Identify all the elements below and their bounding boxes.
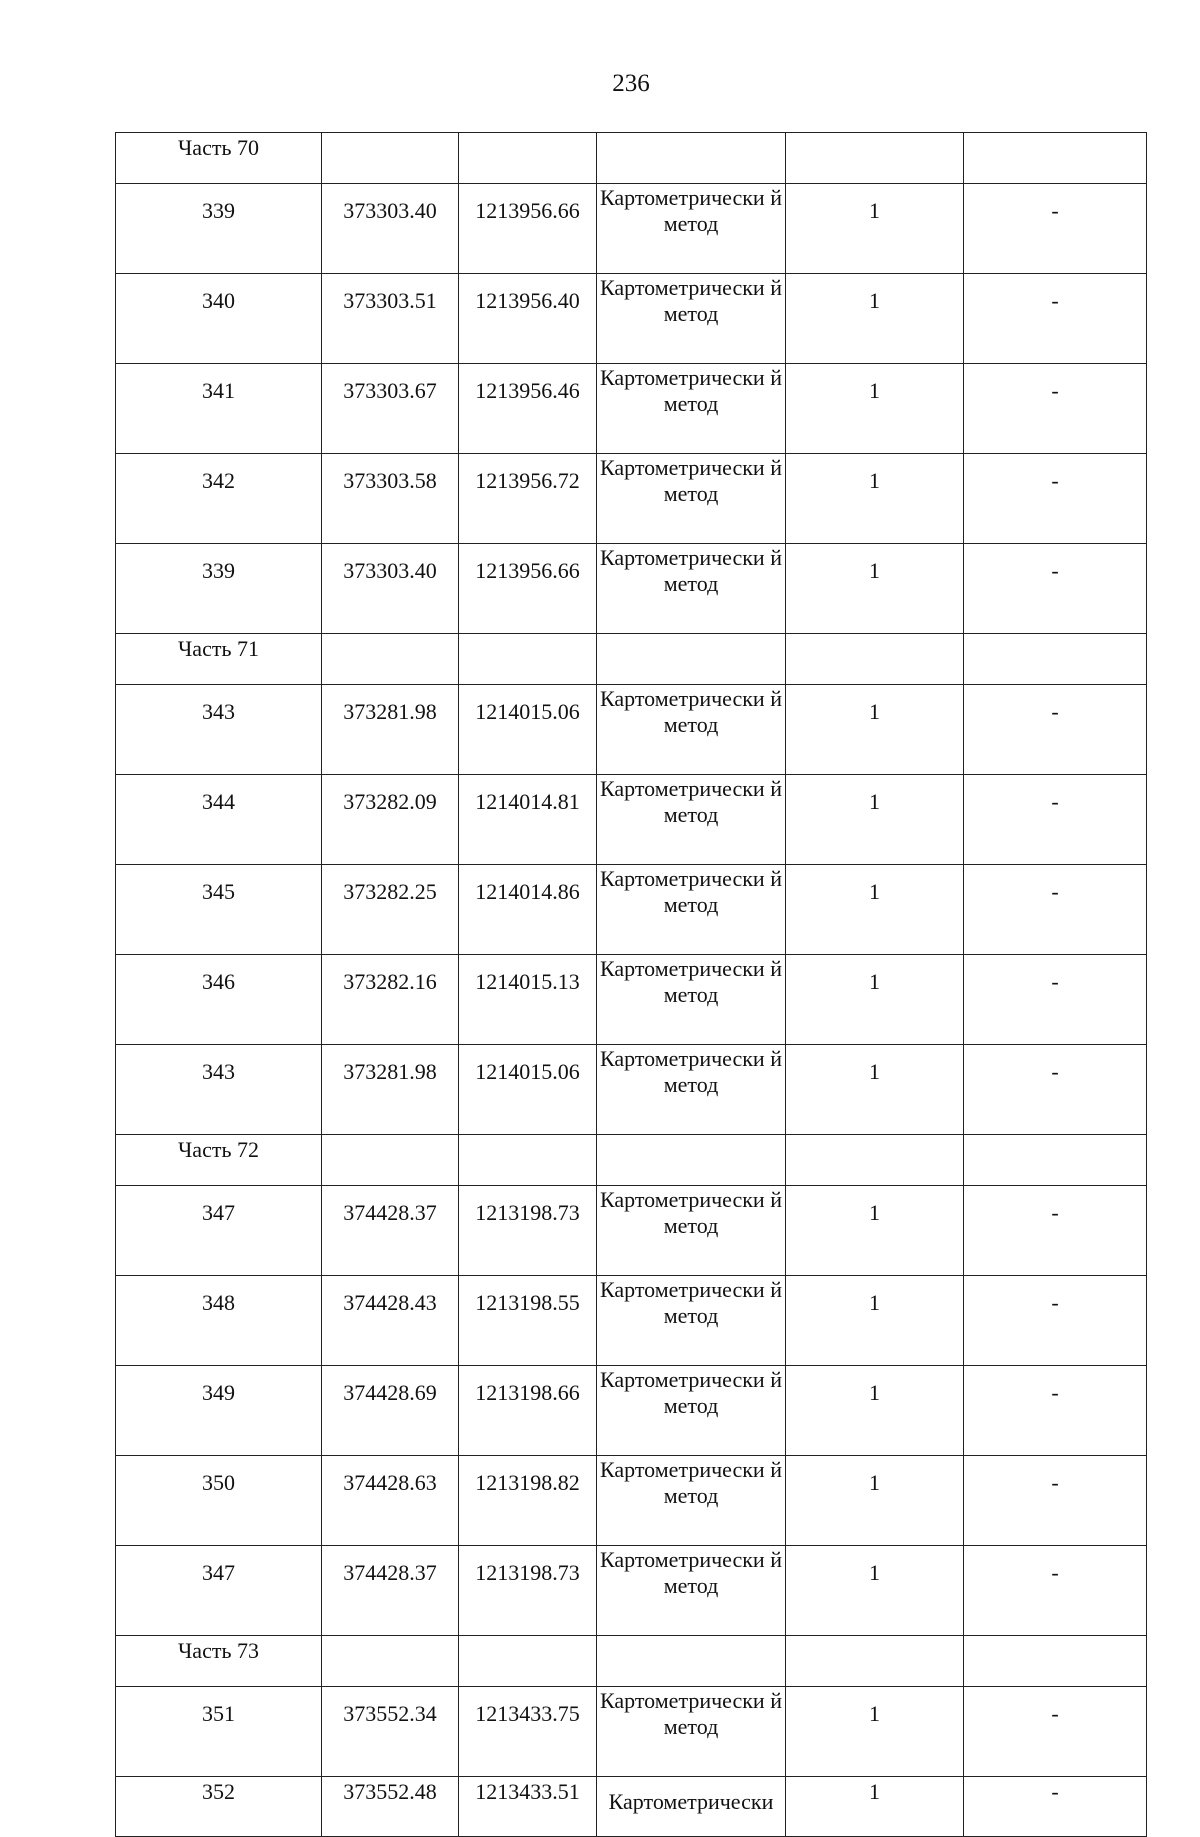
- x-coordinate-cell: 373552.34: [322, 1687, 459, 1777]
- point-id-cell: 345: [116, 865, 322, 955]
- y-coordinate-cell: 1213198.55: [459, 1276, 597, 1366]
- part-header-row: [116, 634, 1147, 685]
- y-coordinate-cell: 1213956.46: [459, 364, 597, 454]
- note-cell: -: [964, 274, 1147, 364]
- table-row: [116, 1366, 1147, 1456]
- empty-cell: [459, 1135, 597, 1186]
- point-id-cell: 346: [116, 955, 322, 1045]
- method-cell: Картометрически й метод: [597, 685, 786, 775]
- x-coordinate-cell: 373552.48: [322, 1777, 459, 1837]
- empty-cell: [964, 634, 1147, 685]
- point-id-cell: 339: [116, 184, 322, 274]
- note-cell: -: [964, 955, 1147, 1045]
- point-id-cell: 339: [116, 544, 322, 634]
- point-id-cell: 351: [116, 1687, 322, 1777]
- method-cell: Картометрически й метод: [597, 955, 786, 1045]
- point-id-cell: 340: [116, 274, 322, 364]
- table-row: [116, 1777, 1147, 1837]
- x-coordinate-cell: 374428.69: [322, 1366, 459, 1456]
- method-cell: Картометрически й метод: [597, 1366, 786, 1456]
- empty-cell: [322, 1636, 459, 1687]
- empty-cell: [459, 1636, 597, 1687]
- empty-cell: [786, 133, 964, 184]
- y-coordinate-cell: 1214014.86: [459, 865, 597, 955]
- note-cell: -: [964, 544, 1147, 634]
- part-header-row: [116, 1636, 1147, 1687]
- accuracy-cell: 1: [786, 274, 964, 364]
- x-coordinate-cell: 373303.58: [322, 454, 459, 544]
- note-cell: -: [964, 1777, 1147, 1837]
- note-cell: -: [964, 1546, 1147, 1636]
- x-coordinate-cell: 373282.25: [322, 865, 459, 955]
- table-row: [116, 1276, 1147, 1366]
- accuracy-cell: 1: [786, 775, 964, 865]
- note-cell: -: [964, 184, 1147, 274]
- note-cell: -: [964, 865, 1147, 955]
- method-cell: Картометрически й метод: [597, 775, 786, 865]
- x-coordinate-cell: 374428.43: [322, 1276, 459, 1366]
- method-cell: Картометрически й метод: [597, 1687, 786, 1777]
- empty-cell: [597, 634, 786, 685]
- y-coordinate-cell: 1213198.73: [459, 1186, 597, 1276]
- x-coordinate-cell: 374428.37: [322, 1186, 459, 1276]
- empty-cell: [786, 634, 964, 685]
- table-row: [116, 184, 1147, 274]
- note-cell: -: [964, 1687, 1147, 1777]
- empty-cell: [459, 634, 597, 685]
- accuracy-cell: 1: [786, 1045, 964, 1135]
- x-coordinate-cell: 373281.98: [322, 685, 459, 775]
- method-cell: Картометрически й метод: [597, 274, 786, 364]
- table-row: [116, 544, 1147, 634]
- part-header-row: [116, 1135, 1147, 1186]
- y-coordinate-cell: 1213433.51: [459, 1777, 597, 1837]
- x-coordinate-cell: 374428.63: [322, 1456, 459, 1546]
- empty-cell: [597, 133, 786, 184]
- accuracy-cell: 1: [786, 184, 964, 274]
- x-coordinate-cell: 373303.40: [322, 544, 459, 634]
- accuracy-cell: 1: [786, 1456, 964, 1546]
- method-cell: Картометрически: [597, 1777, 786, 1837]
- table-row: [116, 1687, 1147, 1777]
- y-coordinate-cell: 1214015.06: [459, 1045, 597, 1135]
- y-coordinate-cell: 1213433.75: [459, 1687, 597, 1777]
- empty-cell: [964, 1135, 1147, 1186]
- coordinates-table: [115, 132, 1147, 1837]
- note-cell: -: [964, 1186, 1147, 1276]
- part-header-row: [116, 133, 1147, 184]
- y-coordinate-cell: 1213956.40: [459, 274, 597, 364]
- note-cell: -: [964, 1366, 1147, 1456]
- table-body: [116, 133, 1147, 1837]
- empty-cell: [597, 1135, 786, 1186]
- empty-cell: [322, 1135, 459, 1186]
- method-cell: Картометрически й метод: [597, 184, 786, 274]
- y-coordinate-cell: 1213956.72: [459, 454, 597, 544]
- part-label: Часть 72: [116, 1135, 322, 1186]
- method-cell: Картометрически й метод: [597, 364, 786, 454]
- empty-cell: [322, 634, 459, 685]
- table-row: [116, 274, 1147, 364]
- note-cell: -: [964, 685, 1147, 775]
- y-coordinate-cell: 1213198.73: [459, 1546, 597, 1636]
- x-coordinate-cell: 373282.16: [322, 955, 459, 1045]
- method-cell: Картометрически й метод: [597, 544, 786, 634]
- part-label: Часть 70: [116, 133, 322, 184]
- method-cell: Картометрически й метод: [597, 1186, 786, 1276]
- table-row: [116, 955, 1147, 1045]
- point-id-cell: 348: [116, 1276, 322, 1366]
- accuracy-cell: 1: [786, 685, 964, 775]
- accuracy-cell: 1: [786, 1276, 964, 1366]
- y-coordinate-cell: 1213198.66: [459, 1366, 597, 1456]
- method-cell: Картометрически й метод: [597, 454, 786, 544]
- y-coordinate-cell: 1214015.13: [459, 955, 597, 1045]
- table-row: [116, 775, 1147, 865]
- note-cell: -: [964, 1456, 1147, 1546]
- accuracy-cell: 1: [786, 865, 964, 955]
- method-cell: Картометрически й метод: [597, 865, 786, 955]
- page-number: 236: [612, 70, 650, 97]
- point-id-cell: 352: [116, 1777, 322, 1837]
- empty-cell: [964, 1636, 1147, 1687]
- empty-cell: [322, 133, 459, 184]
- x-coordinate-cell: 373303.40: [322, 184, 459, 274]
- point-id-cell: 347: [116, 1186, 322, 1276]
- part-label: Часть 73: [116, 1636, 322, 1687]
- table-row: [116, 1546, 1147, 1636]
- method-cell: Картометрически й метод: [597, 1456, 786, 1546]
- note-cell: -: [964, 1276, 1147, 1366]
- accuracy-cell: 1: [786, 1366, 964, 1456]
- accuracy-cell: 1: [786, 454, 964, 544]
- point-id-cell: 344: [116, 775, 322, 865]
- y-coordinate-cell: 1214014.81: [459, 775, 597, 865]
- method-cell: Картометрически й метод: [597, 1546, 786, 1636]
- note-cell: -: [964, 364, 1147, 454]
- table-row: [116, 1456, 1147, 1546]
- note-cell: -: [964, 1045, 1147, 1135]
- point-id-cell: 343: [116, 685, 322, 775]
- point-id-cell: 349: [116, 1366, 322, 1456]
- accuracy-cell: 1: [786, 1777, 964, 1837]
- y-coordinate-cell: 1214015.06: [459, 685, 597, 775]
- point-id-cell: 342: [116, 454, 322, 544]
- accuracy-cell: 1: [786, 1546, 964, 1636]
- table-row: [116, 364, 1147, 454]
- point-id-cell: 343: [116, 1045, 322, 1135]
- table-row: [116, 865, 1147, 955]
- empty-cell: [459, 133, 597, 184]
- x-coordinate-cell: 373303.67: [322, 364, 459, 454]
- empty-cell: [964, 133, 1147, 184]
- method-cell: Картометрически й метод: [597, 1045, 786, 1135]
- part-label: Часть 71: [116, 634, 322, 685]
- x-coordinate-cell: 373303.51: [322, 274, 459, 364]
- accuracy-cell: 1: [786, 364, 964, 454]
- table-row: [116, 454, 1147, 544]
- point-id-cell: 341: [116, 364, 322, 454]
- y-coordinate-cell: 1213198.82: [459, 1456, 597, 1546]
- x-coordinate-cell: 373281.98: [322, 1045, 459, 1135]
- y-coordinate-cell: 1213956.66: [459, 184, 597, 274]
- accuracy-cell: 1: [786, 1687, 964, 1777]
- accuracy-cell: 1: [786, 544, 964, 634]
- empty-cell: [597, 1636, 786, 1687]
- table-row: [116, 1045, 1147, 1135]
- x-coordinate-cell: 373282.09: [322, 775, 459, 865]
- table-row: [116, 685, 1147, 775]
- note-cell: -: [964, 454, 1147, 544]
- empty-cell: [786, 1636, 964, 1687]
- point-id-cell: 350: [116, 1456, 322, 1546]
- empty-cell: [786, 1135, 964, 1186]
- method-cell: Картометрически й метод: [597, 1276, 786, 1366]
- accuracy-cell: 1: [786, 1186, 964, 1276]
- note-cell: -: [964, 775, 1147, 865]
- x-coordinate-cell: 374428.37: [322, 1546, 459, 1636]
- table-row: [116, 1186, 1147, 1276]
- y-coordinate-cell: 1213956.66: [459, 544, 597, 634]
- accuracy-cell: 1: [786, 955, 964, 1045]
- point-id-cell: 347: [116, 1546, 322, 1636]
